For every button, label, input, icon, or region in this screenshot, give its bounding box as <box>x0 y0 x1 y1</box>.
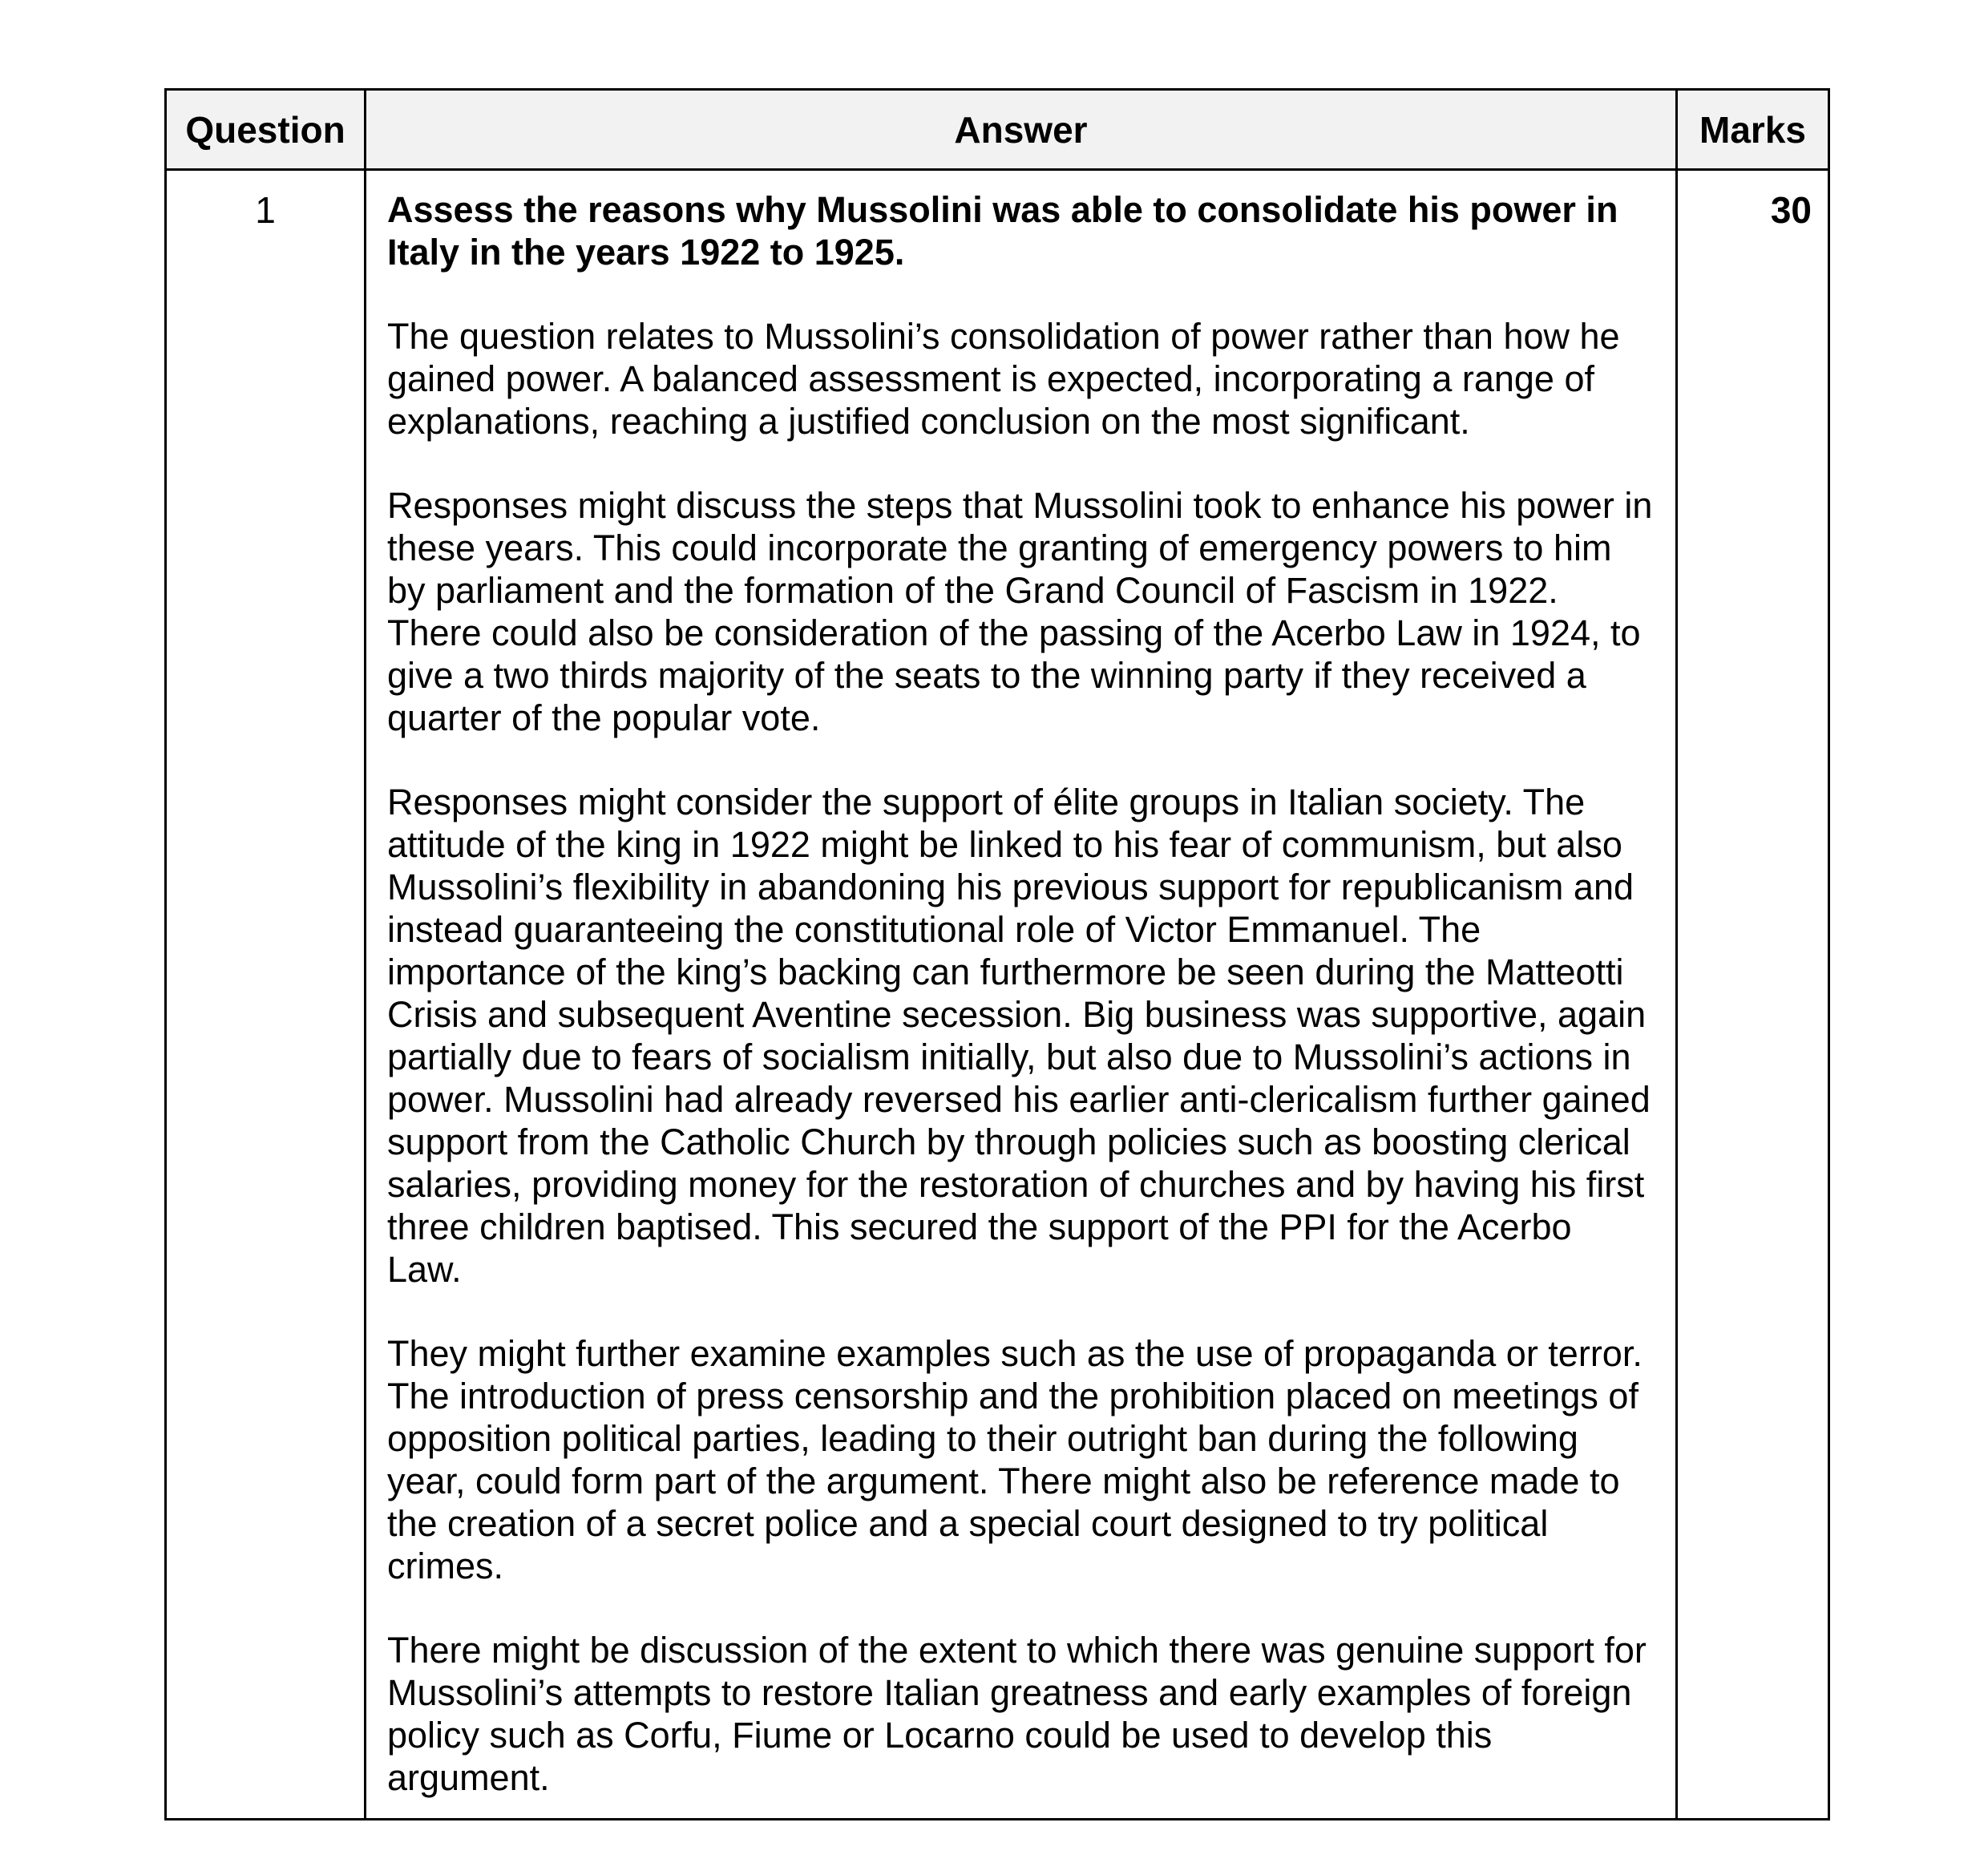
answer-paragraph: The question relates to Mussolini’s consolidation of power rather than how he gained power. A balanced assessment is expected, incorporating a range of explanations, reaching a justified conclusion on the most significant. <box>387 316 1620 442</box>
table-row <box>166 170 1829 1820</box>
header-row <box>166 90 1829 170</box>
question-prompt: Assess the reasons why Mussolini was able to consolidate his power in Italy in the years 1922 to 1925. <box>387 189 1618 273</box>
mark-scheme-table <box>164 88 1830 1820</box>
answer-paragraph: There might be discussion of the extent to which there was genuine support for Mussolini’s attempts to restore Italian greatness and early examples of foreign policy such as Corfu, Fiume or Locarno could be used to develop this argument. <box>387 1630 1647 1798</box>
table-header <box>166 90 1829 170</box>
question-header: Question <box>166 90 366 170</box>
marks-header: Marks <box>1677 90 1829 170</box>
answer-paragraph: Responses might consider the support of élite groups in Italian society. The attitude of the king in 1922 might be linked to his fear of communism, but also Mussolini’s flexibility in abandoning his previous support for republicanism and instead guaranteeing the constitutional role of Victor Emmanuel. The importance of the king’s backing can furthermore be seen during the Matteotti Crisis and subsequent Aventine secession. Big business was supportive, again partially due to fears of socialism initially, but also due to Mussolini’s actions in power. Mussolini had already reversed his earlier anti-clericalism further gained support from the Catholic Church by through policies such as boosting clerical salaries, providing money for the restoration of churches and by having his first three children baptised. This secured the support of the PPI for the Acerbo Law. <box>387 782 1651 1290</box>
answer-paragraph: Responses might discuss the steps that Mussolini took to enhance his power in these years. This could incorporate the granting of emergency powers to him by parliament and the formation of the Grand Council of Fascism in 1922. There could also be consideration of the passing of the Acerbo Law in 1924, to give a two thirds majority of the seats to the winning party if they received a quarter of the popular vote. <box>387 485 1653 738</box>
answer-cell <box>366 170 1677 1820</box>
answer-header: Answer <box>366 90 1677 170</box>
answer-paragraph: They might further examine examples such as the use of propaganda or terror. The introduction of press censorship and the prohibition placed on meetings of opposition political parties, leading to their outright ban during the following year, could form part of the argument. There might also be reference made to the creation of a secret police and a special court designed to try political crimes. <box>387 1333 1643 1586</box>
question-number: 1 <box>166 170 366 1820</box>
table-body <box>166 170 1829 1820</box>
marks-value: 30 <box>1677 170 1829 1820</box>
